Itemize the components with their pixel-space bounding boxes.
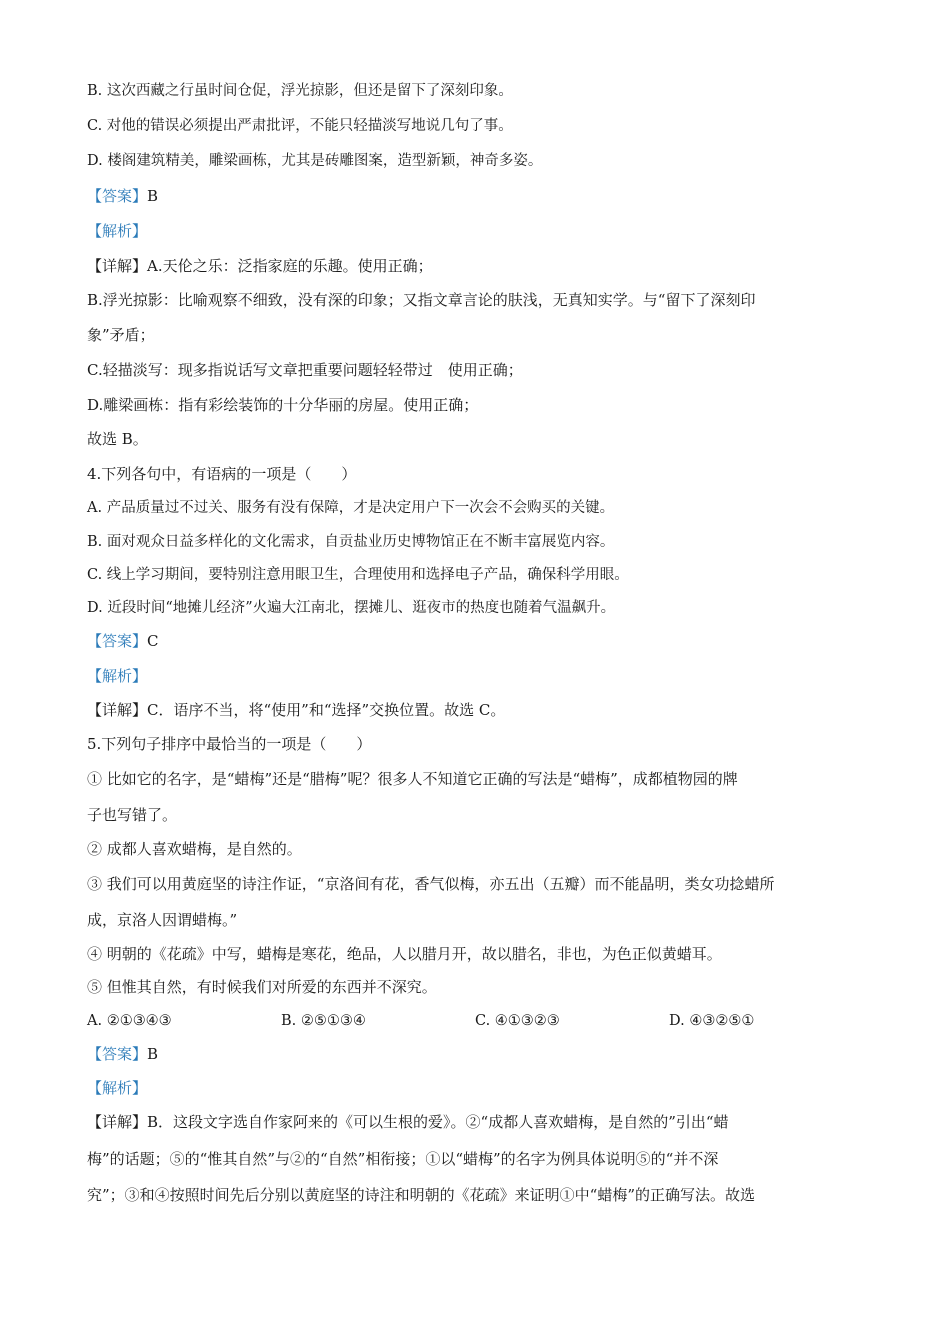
answer-tag: 【答案】 <box>87 1045 148 1063</box>
answer-tag: 【答案】 <box>87 187 148 205</box>
q5-analysis-tag: 【解析】 <box>87 1079 148 1097</box>
detail-text: B．这段文字选自作家阿来的《可以生根的爱》。②“成都人喜欢蜡梅，是自然的”引出“蜡 <box>147 1113 729 1131</box>
q3-answer <box>87 185 870 207</box>
q5-question: 5.下列句子排序中最恰当的一项是（ ） <box>87 735 372 753</box>
detail-tag: 【详解】 <box>87 1113 148 1131</box>
q5-detail-line <box>87 1111 870 1133</box>
q4-option-a: A. 产品质量过不过关、服务有没有保障，才是决定用户下一次会不会购买的关键。 <box>87 500 615 516</box>
q5-option-b: B. ②⑤①③④ <box>281 1013 366 1029</box>
q3-option-d: D. 楼阁建筑精美，雕梁画栋，尤其是砖雕图案，造型新颖，神奇多姿。 <box>87 153 543 169</box>
q3-detail-line <box>87 255 870 277</box>
q3-detail-line: 故选 B。 <box>87 430 148 448</box>
detail-tag: 【详解】 <box>87 257 148 275</box>
q3-detail-line: C.轻描淡写：现多指说话写文章把重要问题轻轻带过 使用正确； <box>87 361 523 379</box>
q3-detail-line: 象”矛盾； <box>87 326 155 344</box>
q4-option-d: D. 近段时间“地摊儿经济”火遍大江南北，摆摊儿、逛夜市的热度也随着气温飙升。 <box>87 600 616 616</box>
q5-sentence: 成，京洛人因谓蜡梅。” <box>87 911 238 929</box>
q3-option-b: B. 这次西藏之行虽时间仓促，浮光掠影，但还是留下了深刻印象。 <box>87 83 513 99</box>
q3-analysis-tag: 【解析】 <box>87 222 148 240</box>
q3-detail-line: B.浮光掠影：比喻观察不细致，没有深的印象；又指文章言论的肤浅，无真知实学。与“留下了深刻印 <box>87 291 756 309</box>
q5-options-row <box>87 1010 870 1032</box>
q5-sentence: ④ 明朝的《花疏》中写，蜡梅是寒花，绝品，人以腊月开，故以腊名，非也，为色正似黄蜡耳。 <box>87 945 722 963</box>
q5-sentence: ⑤ 但惟其自然，有时候我们对所爱的东西并不深究。 <box>87 978 437 996</box>
q5-sentence: 子也写错了。 <box>87 806 178 824</box>
q4-question: 4.下列各句中，有语病的一项是（ ） <box>87 465 357 483</box>
detail-tag: 【详解】 <box>87 701 148 719</box>
answer-value: B <box>147 187 159 205</box>
q4-detail-line <box>87 699 870 721</box>
q5-sentence: ③ 我们可以用黄庭坚的诗注作证，“京洛间有花，香气似梅，亦五出（五瓣）而不能晶明，类女功捻蜡所 <box>87 875 775 893</box>
q4-option-b: B. 面对观众日益多样化的文化需求，自贡盐业历史博物馆正在不断丰富展览内容。 <box>87 534 615 550</box>
q5-answer <box>87 1043 870 1065</box>
answer-value: C <box>147 632 159 650</box>
q3-option-c: C. 对他的错误必须提出严肃批评，不能只轻描淡写地说几句了事。 <box>87 118 513 134</box>
q4-analysis-tag: 【解析】 <box>87 667 148 685</box>
q3-detail-line: D.雕梁画栋：指有彩绘装饰的十分华丽的房屋。使用正确； <box>87 396 479 414</box>
q5-option-a: A. ②①③④③ <box>87 1013 172 1029</box>
answer-value: B <box>147 1045 159 1063</box>
q5-detail-line: 究”；③和④按照时间先后分别以黄庭坚的诗注和明朝的《花疏》来证明①中“蜡梅”的正确写法。故选 <box>87 1186 756 1204</box>
q5-option-d: D. ④③②⑤① <box>669 1013 755 1029</box>
q4-answer <box>87 630 870 652</box>
answer-tag: 【答案】 <box>87 632 148 650</box>
detail-text: A.天伦之乐：泛指家庭的乐趣。使用正确； <box>147 257 433 275</box>
q5-detail-line: 梅”的话题；⑤的“惟其自然”与②的“自然”相衔接；①以“蜡梅”的名字为例具体说明⑤的“并不深 <box>87 1150 719 1168</box>
q5-sentence: ① 比如它的名字，是“蜡梅”还是“腊梅”呢？很多人不知道它正确的写法是“蜡梅”，成都植物园的牌 <box>87 770 738 788</box>
detail-text: C．语序不当，将“使用”和“选择”交换位置。故选 C。 <box>147 701 506 719</box>
q5-sentence: ② 成都人喜欢蜡梅，是自然的。 <box>87 840 302 858</box>
q5-option-c: C. ④①③②③ <box>475 1013 560 1029</box>
q4-option-c: C. 线上学习期间，要特别注意用眼卫生，合理使用和选择电子产品，确保科学用眼。 <box>87 567 629 583</box>
